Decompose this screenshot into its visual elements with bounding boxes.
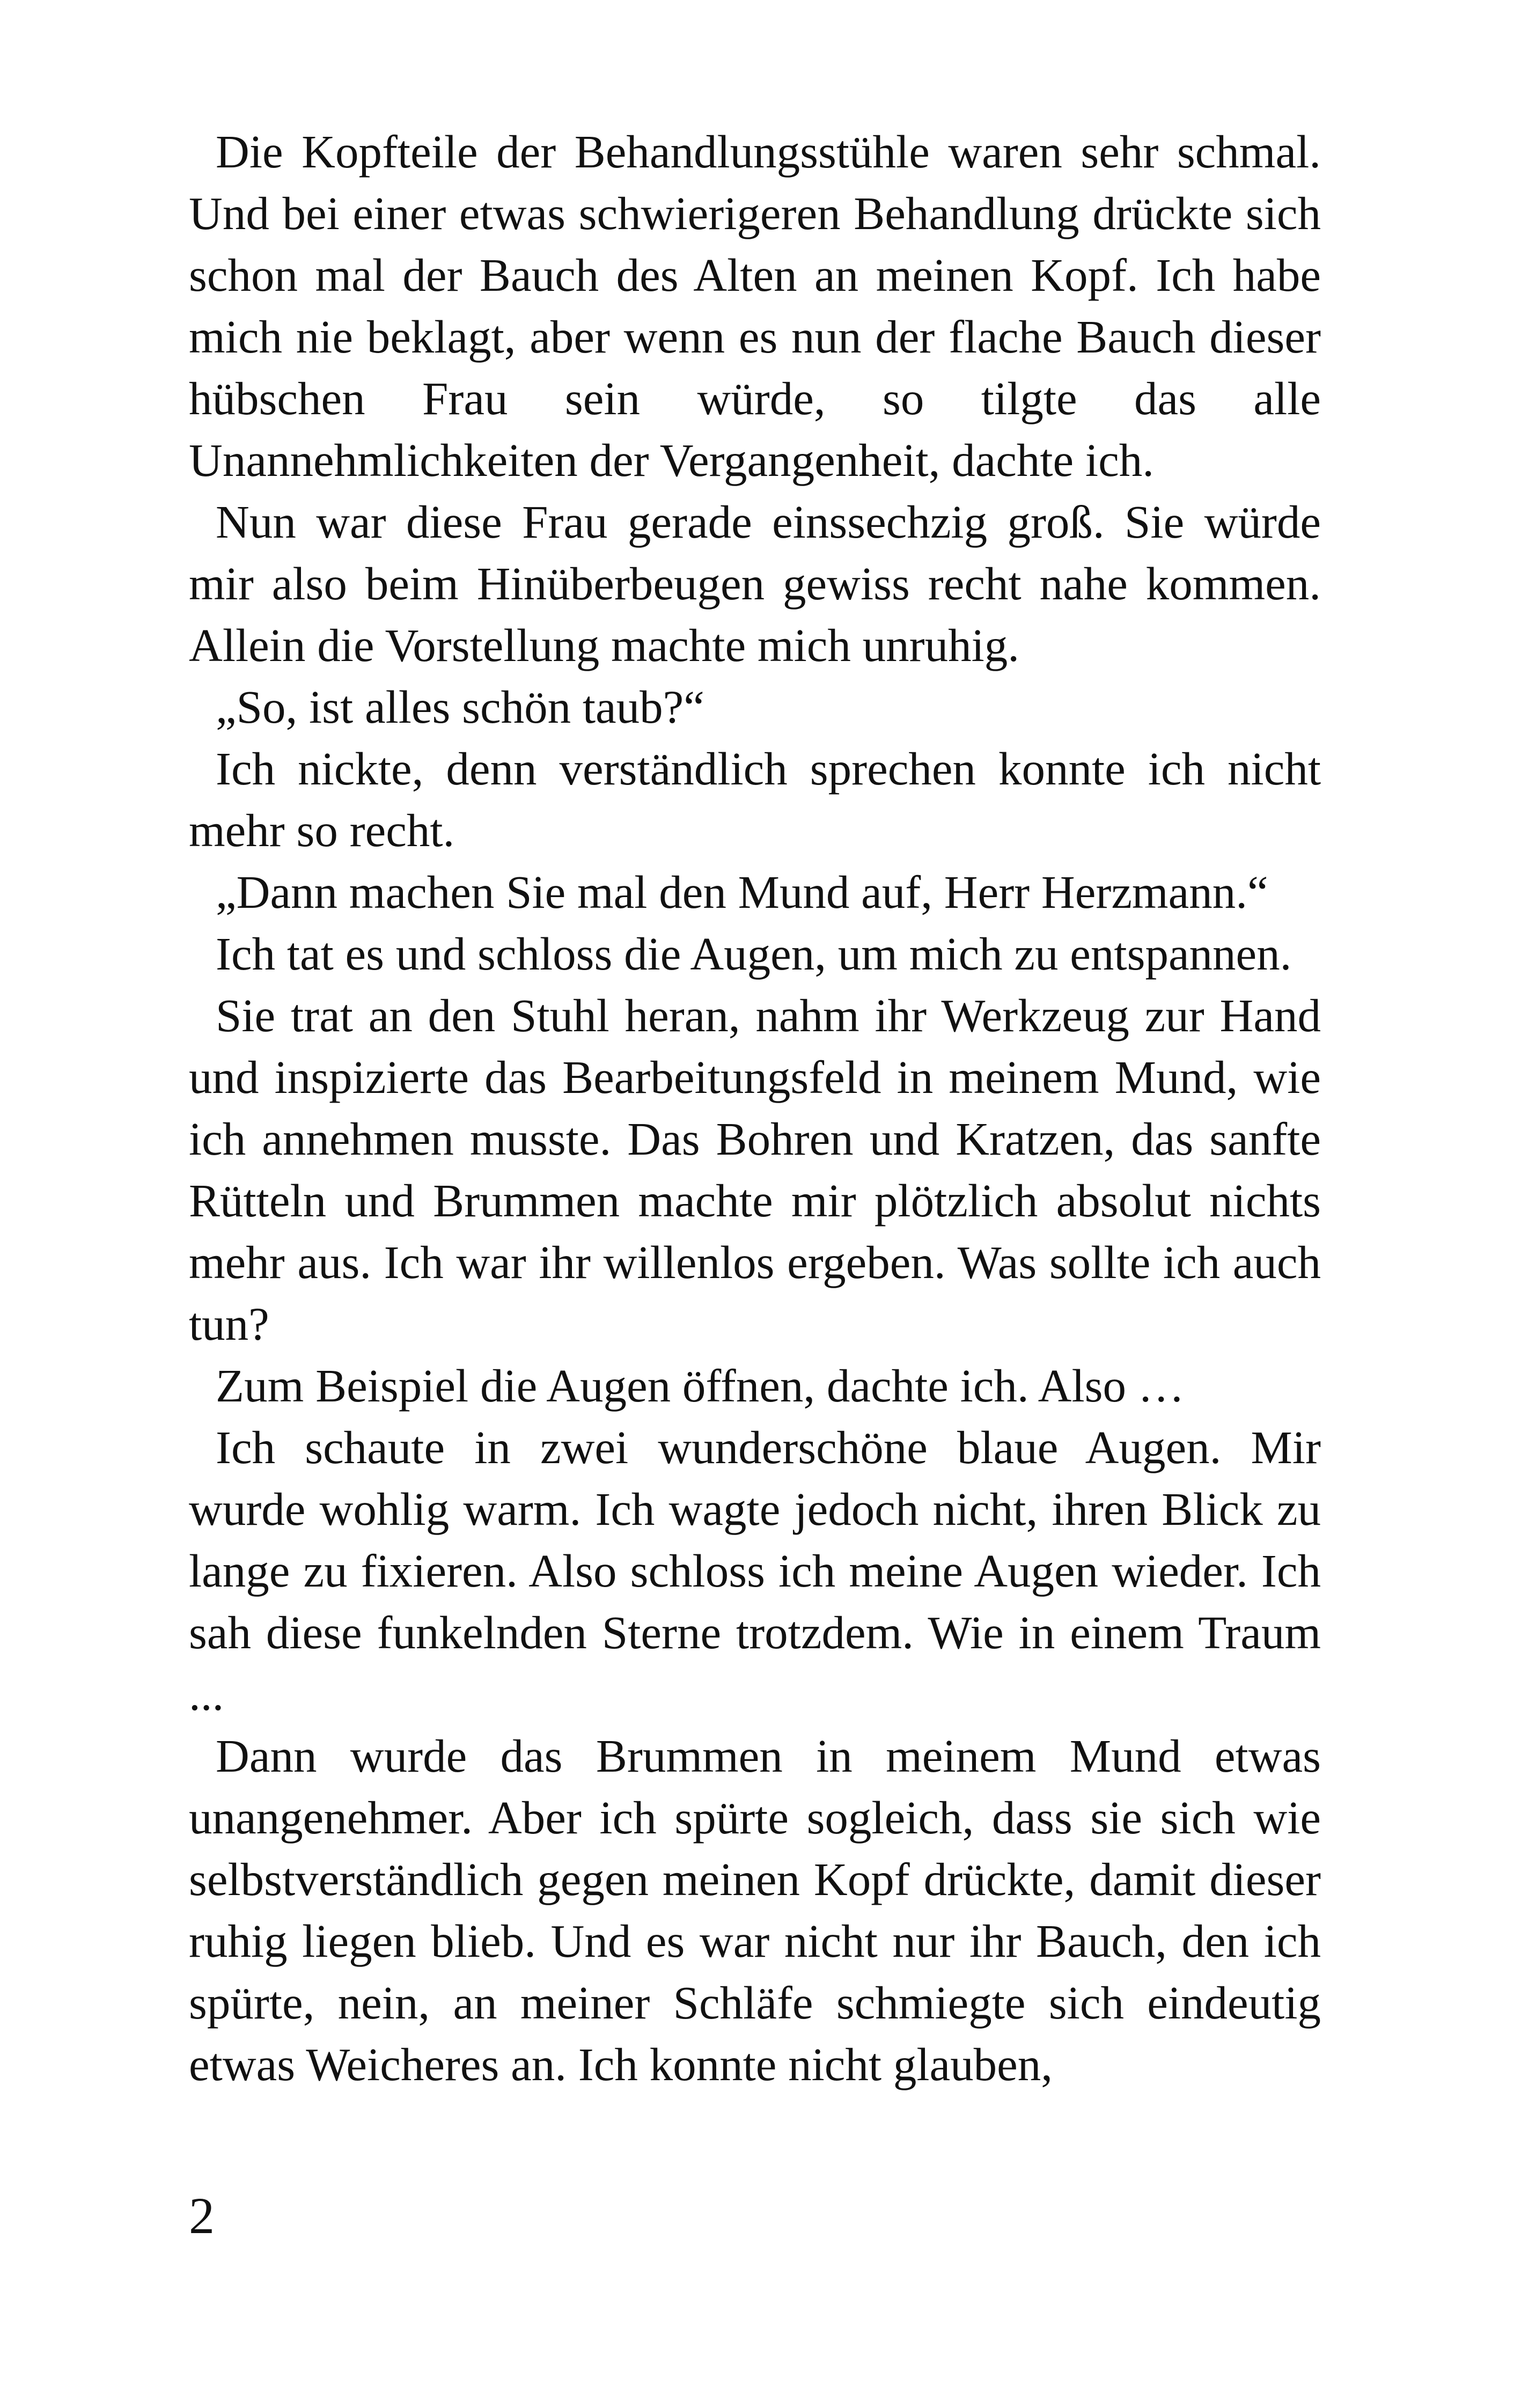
paragraph: Die Kopfteile der Behandlungsstühle waren sehr schmal. Und bei einer etwas schwierigeren Behandlung drückte sich schon mal der Bauch des Alten an meinen Kopf. Ich habe mich nie beklagt, aber wenn es nun der flache Bauch dieser hübschen Frau sein würde, so tilgte das alle Unannehmlichkeiten der Vergangenheit, dachte ich. xyxy=(189,126,1321,486)
paragraph: „So, ist alles schön taub?“ xyxy=(216,681,704,733)
paragraph: Sie trat an den Stuhl heran, nahm ihr Werkzeug zur Hand und inspizierte das Bearbeitungsfeld in meinem Mund, wie ich annehmen musste. Das Bohren und Kratzen, das sanfte Rütteln und Brummen machte mir plötzlich absolut nichts mehr aus. Ich war ihr willenlos ergeben. Was sollte ich auch tun? xyxy=(189,989,1321,1350)
paragraph: Ich nickte, denn verständlich sprechen konnte ich nicht mehr so recht. xyxy=(189,743,1321,856)
paragraph: Nun war diese Frau gerade einssechzig groß. Sie würde mir also beim Hinüberbeugen gewiss recht nahe kommen. Allein die Vorstellung machte mich unruhig. xyxy=(189,496,1321,671)
body-text xyxy=(189,121,1321,2095)
paragraph: Zum Beispiel die Augen öffnen, dachte ich. Also … xyxy=(216,1360,1185,1412)
page-number: 2 xyxy=(189,2187,215,2244)
paragraph: Ich tat es und schloss die Augen, um mich zu entspannen. xyxy=(216,928,1292,980)
paragraph: Ich schaute in zwei wunderschöne blaue Augen. Mir wurde wohlig warm. Ich wagte jedoch nicht, ihren Blick zu lange zu fixieren. Also schloss ich meine Augen wieder. Ich sah diese funkelnden Sterne trotzdem. Wie in einem Traum ... xyxy=(189,1421,1321,1720)
paragraph: „Dann machen Sie mal den Mund auf, Herr Herzmann.“ xyxy=(216,866,1268,918)
paragraph: Dann wurde das Brummen in meinem Mund etwas unangenehmer. Aber ich spürte sogleich, dass sie sich wie selbstverständlich gegen meinen Kopf drückte, damit dieser ruhig liegen blieb. Und es war nicht nur ihr Bauch, den ich spürte, nein, an meiner Schläfe schmiegte sich eindeutig etwas Weicheres an. Ich konnte nicht glauben, xyxy=(189,1730,1321,2090)
